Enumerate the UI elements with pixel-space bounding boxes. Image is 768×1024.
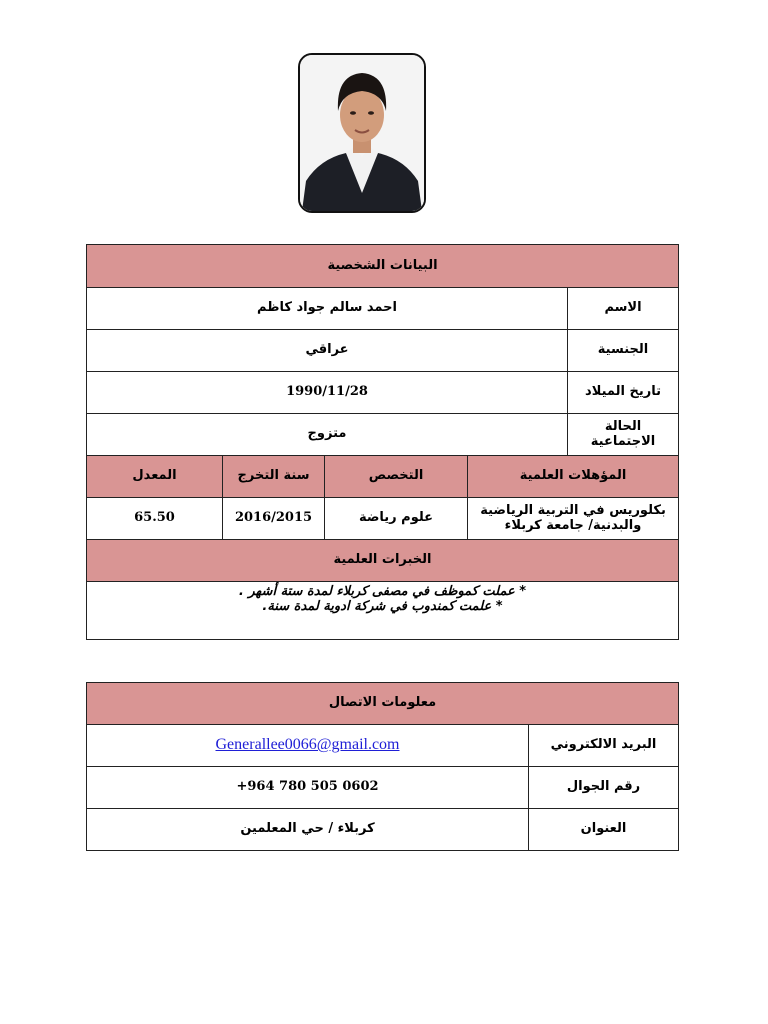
nationality-value: عراقي bbox=[87, 330, 568, 372]
specialization-header: التخصص bbox=[325, 456, 468, 498]
graduation-year-value: 2016/2015 bbox=[223, 498, 325, 540]
nationality-label: الجنسية bbox=[568, 330, 679, 372]
profile-photo bbox=[298, 53, 426, 213]
birthdate-value: 1990/11/28 bbox=[87, 372, 568, 414]
grade-value: 65.50 bbox=[87, 498, 223, 540]
degree-value: بكلوريس في التربية الرياضية والبدنية/ جامعة كربلاء bbox=[468, 498, 679, 540]
graduation-year-header: سنة التخرج bbox=[223, 456, 325, 498]
phone-number: +964 780 505 0602 bbox=[236, 779, 379, 795]
personal-section-title: البيانات الشخصية bbox=[87, 245, 679, 288]
birthdate-label: تاريخ الميلاد bbox=[568, 372, 679, 414]
experience-item: * عملت كموظف في مصفى كربلاء لمدة ستة أشهر . bbox=[238, 584, 527, 599]
person-portrait-icon bbox=[300, 55, 424, 211]
marital-status-value: متزوج bbox=[87, 414, 568, 456]
specialization-value: علوم رياضة bbox=[325, 498, 468, 540]
experience-list bbox=[87, 582, 679, 640]
marital-status-label: الحالة الاجتماعية bbox=[568, 414, 679, 456]
personal-info-table bbox=[86, 244, 679, 640]
contact-info-table bbox=[86, 682, 679, 851]
contact-section-title: معلومات الاتصال bbox=[87, 683, 679, 725]
address-label: العنوان bbox=[529, 809, 679, 851]
name-label: الاسم bbox=[568, 288, 679, 330]
email-label: البريد الالكتروني bbox=[529, 725, 679, 767]
grade-header: المعدل bbox=[87, 456, 223, 498]
experience-item: * علمت كمندوب في شركة ادوية لمدة سنة. bbox=[262, 598, 503, 614]
degree-header: المؤهلات العلمية bbox=[468, 456, 679, 498]
email-link[interactable]: Generallee0066@gmail.com bbox=[215, 736, 400, 754]
phone-label: رقم الجوال bbox=[529, 767, 679, 809]
phone-value bbox=[87, 767, 529, 809]
name-value: احمد سالم جواد كاظم bbox=[87, 288, 568, 330]
experience-section-title: الخبرات العلمية bbox=[87, 540, 679, 582]
address-value: كربلاء / حي المعلمين bbox=[87, 809, 529, 851]
email-cell bbox=[87, 725, 529, 767]
